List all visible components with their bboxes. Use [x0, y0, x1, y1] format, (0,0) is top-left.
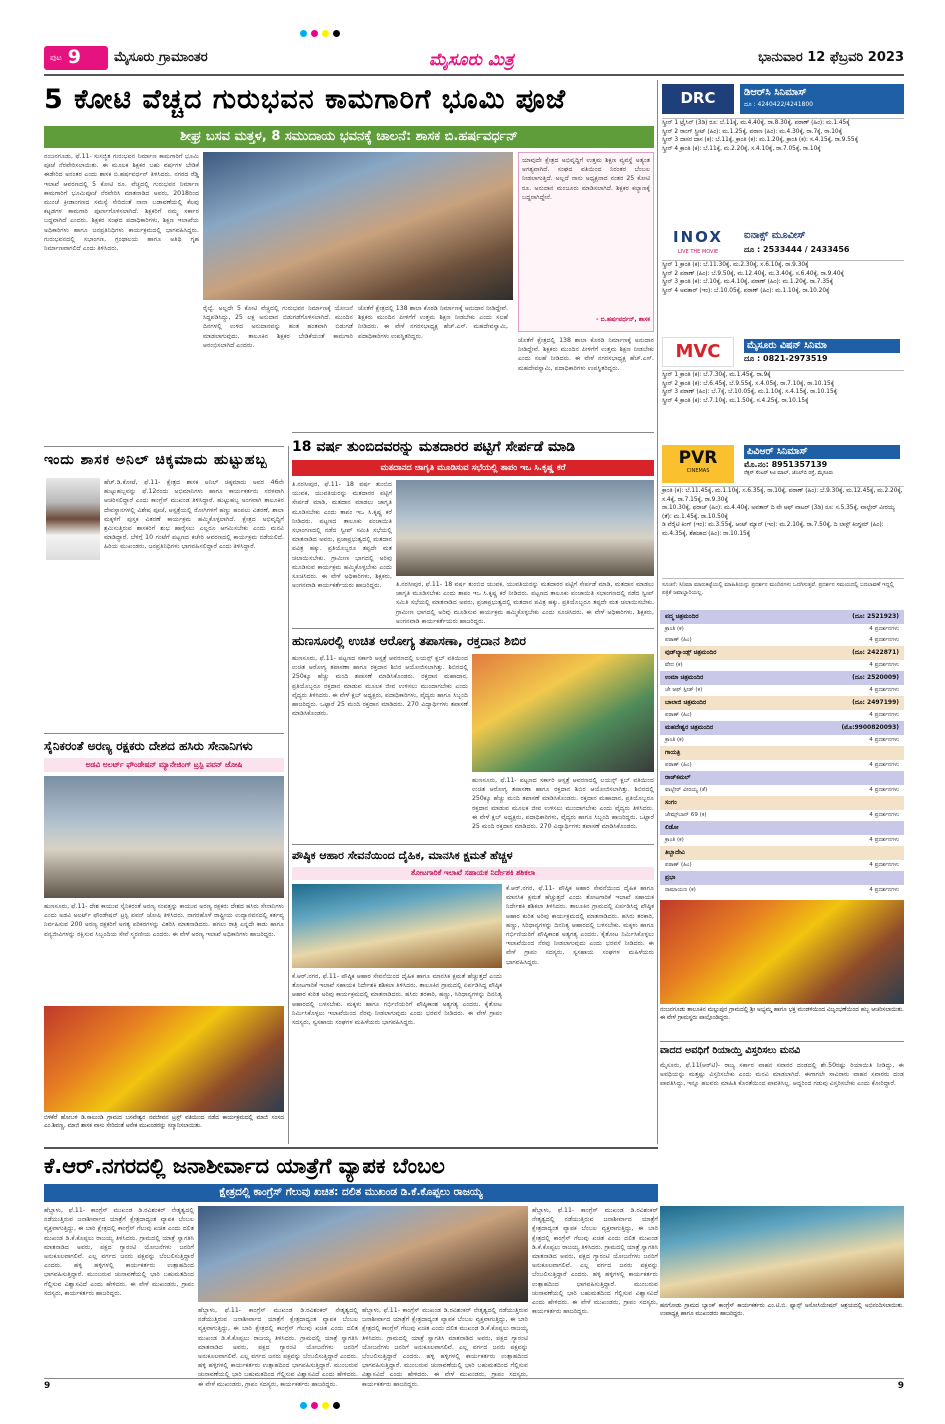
show-film: ವೇದ (ಕ): [665, 662, 683, 669]
story3-headline: 18 ವರ್ಷ ತುಂಬಿದವರನ್ನು ಮತದಾರರ ಪಟ್ಟಿಗೆ ಸೇರ್ಪಡೆ ಮಾಡಿ: [292, 439, 576, 455]
story7-subhead: ಕ್ಷೇತ್ರದಲ್ಲಿ ಕಾಂಗ್ರೆಸ್ ಗೆಲುವು ಖಚಿತ: ದಲಿತ ಮುಖಂಡ ಡಿ.ಕೆ.ಕೊಪ್ಪಲು ರಾಜಯ್ಯ: [44, 1184, 658, 1202]
drc-phone: ದೂ : 4240422/4241800: [744, 100, 814, 108]
theater-name: ಪ್ರಭಾ: [665, 873, 676, 881]
theater-name: ಮಹದೇಶ್ವರ ಚಿತ್ರಮಂದಿರ: [665, 723, 714, 731]
theater-header: [660, 871, 904, 885]
theater-phone: (ದೂ: 2521923): [852, 612, 899, 620]
story3-body-cont: ತಿ.ನರಸೀಪುರ, ಫೆ.11- 18 ವರ್ಷ ತುಂಬಿದ ಯುವಕ, ಯುವತಿಯರನ್ನು ಮತದಾರರ ಪಟ್ಟಿಗೆ ಸೇರ್ಪಡೆ ಮಾಡಿ, ಮತದಾನ ಮಾಡಲು ಜಾಗೃತಿ ಮೂಡಿಸಬೇಕು ಎಂದು ತಾಪಂ ಇಒ ಸಿ.ಕೃಷ್ಣ ಕರೆ ನೀಡಿದರು. ಪಟ್ಟಣದ ತಾಲೂಕು ಪಂಚಾಯಿತಿ ಸಭಾಂಗಣದಲ್ಲಿ ನಡೆದ ಸ್ವೀಪ್ ಸಮಿತಿ ಸಭೆಯಲ್ಲಿ ಮಾತನಾಡಿದ ಅವರು, ಪ್ರಜಾಪ್ರಭುತ್ವದಲ್ಲಿ ಮತದಾನ ಪವಿತ್ರ ಹಕ್ಕು. ಪ್ರತಿಯೊಬ್ಬರೂ ತಪ್ಪದೇ ಮತ ಚಲಾಯಿಸಬೇಕು. ಗ್ರಾಮೀಣ ಭಾಗದಲ್ಲಿ ಅರಿವು ಮೂಡಿಸುವ ಕಾರ್ಯಕ್ರಮ ಹಮ್ಮಿಕೊಳ್ಳಬೇಕು ಎಂದು ಸೂಚಿಸಿದರು. ಈ ವೇಳೆ ಅಧಿಕಾರಿಗಳು, ಶಿಕ್ಷಕರು, ಅಂಗನವಾಡಿ ಕಾರ್ಯಕರ್ತೆಯರು ಹಾಜರಿದ್ದರು.: [396, 581, 654, 625]
show-count: 4 ಪ್ರದರ್ಶನಗಳು: [869, 626, 899, 633]
story1-body-mid: ರೈಲ್ವೆ. ಅಲ್ಲದೇ 5 ಕೋಟಿ ವೆಚ್ಚದಲ್ಲಿ ಗುರುಭವನ ನಿರ್ಮಾಣಕ್ಕೆ ಯೋಜನೆ ಸಿದ್ಧಪಡಿಸಿದ್ದು, 25 ಲಕ್ಷ ಅನುದಾನ ಬಿಡುಗಡೆಗೊಳಿಸಲಾಗಿದೆ. ಮುಂದಿನ ದಿನಗಳಲ್ಲಿ ಉಳಿದ ಅನುದಾನವನ್ನು ಹಂತ ಹಂತವಾಗಿ ಬಿಡುಗಡೆ ಮಾಡಲಾಗುವುದು. ತಾಲೂಕಿನ ಶಿಕ್ಷಕರ ಬೇಡಿಕೆಯಂತೆ ಕಾಮಗಾರಿ ಆರಂಭಿಸಲಾಗಿದೆ ಎಂದರು.: [203, 305, 353, 349]
pvr-note: ಸೂಚನೆ: ಸಿನಿಮಾ ಮಾರುಕಟ್ಟೆಯಲ್ಲಿ ಮಾಹಿತಿಯನ್ನು ಪ್ರದರ್ಶನ ಮಂದಿರಗಳು ಒದಗಿಸುತ್ತವೆ. ಪ್ರದರ್ಶನ ಸಮಯದಲ್ಲಿ ಬದಲಾವಣೆ ಇದ್ದಲ್ಲಿ ಪತ್ರಿಕೆ ಜವಾಬ್ದಾರಿಯಲ್ಲ.: [662, 578, 904, 604]
theater-header: [660, 846, 904, 860]
show-film: ಕ್ರಾಂತಿ (ಕ): [665, 737, 684, 744]
inox-header: [662, 226, 904, 258]
show-count: 4 ಪ್ರದರ್ಶನಗಳು: [869, 762, 899, 769]
mvc-name: ಮೈಸೂರು ವಿಷನ್ ಸಿನಿಮಾ: [744, 339, 900, 353]
registration-dots-bottom: [300, 1402, 340, 1409]
theater-name: ರಾಜ್‌ಕಮಲ್: [665, 773, 691, 781]
story7-photo: [198, 1206, 528, 1302]
theater-show-row: [660, 885, 904, 896]
show-film: ಪಠಾಣ್ (ಹಿಂ): [665, 862, 692, 869]
story7-side-photo: [660, 1206, 904, 1298]
festival-photo: [660, 900, 904, 1004]
drc-header: [662, 82, 904, 116]
story1-photo: [203, 152, 513, 300]
theater-header: [660, 696, 904, 710]
inox-name: ಐನಾಕ್ಸ್ ಮೂವೀಸ್: [744, 230, 806, 241]
inox-logo: INOX: [673, 228, 723, 246]
show-count: 4 ಪ್ರದರ್ಶನಗಳು: [869, 862, 899, 869]
show-count: 4 ಪ್ರದರ್ಶನಗಳು: [869, 737, 899, 744]
story1-quote-text: ಯಾವುದೇ ಕ್ಷೇತ್ರದ ಅಭಿವೃದ್ಧಿಗೆ ಉತ್ತಮ ಶಿಕ್ಷಣ ವ್ಯವಸ್ಥೆ ಅತ್ಯಂತ ಅಗತ್ಯವಾಗಿದೆ. ಸಂಘದ ವತಿಯಿಂದ ನಿರಂತರ ಬೆಂಬಲ ನೀಡಲಾಗುತ್ತಿದೆ. ಅಲ್ಲದೆ ನಾನು ಅಧ್ಯಕ್ಷನಾದ ನಂತರ 25 ಕೋಟಿ ರೂ. ಅನುದಾನ ಮಂಜೂರು ಮಾಡಿಸಲಾಗಿದೆ. ಶಿಕ್ಷಕರ ಕಲ್ಯಾಣಕ್ಕೆ ಬದ್ಧನಾಗಿದ್ದೇನೆ.: [522, 157, 650, 201]
theater-show-row: [660, 785, 904, 796]
mvc-row: ಸ್ಕ್ರೀನ್ 2 ಕ್ರಾಂತಿ (ಕ): ಬೆ.6.45ಕ್ಕೆ, ಬೆ.9.55ಕ್ಕೆ, ಸ.4.05ಕ್ಕೆ, ರಾ.7.10ಕ್ಕೆ, ರಾ.10.15ಕ್ಕೆ: [662, 380, 835, 387]
show-film: ಕ್ರಾಂತಿ (ಕ): [665, 626, 684, 633]
theater-phone: (ದೂ: 2422871): [852, 648, 899, 656]
theater-header: [660, 796, 904, 810]
pvr-row: ಡಿ ವೆರೈಟಿ ಕಿಂಗ್ (ಇಂ): ಮ.3.55ಕ್ಕೆ, ಆಂಟ್ ಮ್ಯಾನ್ (ಇಂ): ಮ.2.10ಕ್ಕೆ, ರಾ.7.50ಕ್ಕೆ, ದಿ ಲಾಸ್ಟ್ ಕಿಂಗ್ಡಮ್ (ಹಿಂ): ಮ.4.35ಕ್ಕೆ, ಶೆಹಜಾದ (ಹಿಂ): ರಾ.10.15ಕ್ಕೆ: [662, 522, 884, 537]
theater-show-row: [660, 685, 904, 696]
story2-body: ಹೆಚ್.ಡಿ.ಕೋಟೆ, ಫೆ.11- ಕ್ಷೇತ್ರದ ಶಾಸಕ ಅನಿಲ್ ಚಿಕ್ಕಮಾದು ಅವರ 46ನೇ ಹುಟ್ಟುಹಬ್ಬವನ್ನು ಫೆ.12ರಂದು ಅಭಿಮಾನಿಗಳು ಹಾಗೂ ಕಾರ್ಯಕರ್ತರು ಸರಳವಾಗಿ ಆಚರಿಸಲಿದ್ದಾರೆ ಎಂದು ಕಾಂಗ್ರೆಸ್ ಮುಖಂಡ ತಿಳಿಸಿದ್ದಾರೆ. ಹುಟ್ಟುಹಬ್ಬ ಅಂಗವಾಗಿ ತಾಲೂಕಿನ ದೇವಸ್ಥಾನಗಳಲ್ಲಿ ವಿಶೇಷ ಪೂಜೆ, ಆಸ್ಪತ್ರೆಯಲ್ಲಿ ರೋಗಿಗಳಿಗೆ ಹಣ್ಣು ಹಂಪಲು ವಿತರಣೆ, ಶಾಲಾ ಮಕ್ಕಳಿಗೆ ಪುಸ್ತಕ ವಿತರಣೆ ಕಾರ್ಯಕ್ರಮ ಹಮ್ಮಿಕೊಳ್ಳಲಾಗಿದೆ. ಕ್ಷೇತ್ರದ ಅಭಿವೃದ್ಧಿಗೆ ಶ್ರಮಿಸುತ್ತಿರುವ ಶಾಸಕರಿಗೆ ಶುಭ ಹಾರೈಸಲು ಎಲ್ಲರೂ ಆಗಮಿಸಬೇಕು ಎಂದು ಮನವಿ ಮಾಡಿದ್ದಾರೆ. ಬೆಳಿಗ್ಗೆ 10 ಗಂಟೆಗೆ ಪಟ್ಟಣದ ಕಚೇರಿ ಆವರಣದಲ್ಲಿ ಕಾರ್ಯಕ್ರಮ ನಡೆಯಲಿದೆ. ಹಿರಿಯ ಮುಖಂಡರು, ಜನಪ್ರತಿನಿಧಿಗಳು ಭಾಗವಹಿಸಲಿದ್ದಾರೆ ಎಂದು ತಿಳಿಸಿದ್ದಾರೆ.: [104, 479, 284, 551]
section-title: ಮೈಸೂರು ಗ್ರಾಮಾಂತರ: [114, 50, 208, 65]
inox-row: ಸ್ಕ್ರೀನ್ 4 ಅವತಾರ್ (ಇಂ): ಬೆ.10.05ಕ್ಕೆ, ಪಠಾಣ್ (ಹಿಂ): ಮ.1.10ಕ್ಕೆ, ರಾ.10.20ಕ್ಕೆ: [662, 287, 830, 294]
inox-row: ಸ್ಕ್ರೀನ್ 1 ಕ್ರಾಂತಿ (ಕ): ಬೆ.11.30ಕ್ಕೆ, ಮ.2.30ಕ್ಕೆ, ಸ.6.10ಕ್ಕೆ, ರಾ.9.30ಕ್ಕೆ: [662, 262, 809, 268]
theater-show-row: [660, 660, 904, 671]
drc-row: ಸ್ಕ್ರೀನ್ 1 ಟ್ರೈಸಿನ್ (3ಡಿ) ರೂ: ಬೆ.11ಕ್ಕೆ, ಮ.4.40ಕ್ಕೆ, ರಾ.8.30ಕ್ಕೆ, ಪಠಾಣ್ (ಹಿಂ): ಮ.1.45ಕ್ಕೆ: [662, 120, 850, 126]
theater-header: [660, 646, 904, 660]
theater-header: [660, 610, 904, 624]
story5-subhead: ಅಡವಿ ಅಲರ್ಟ್ ಫೌಂಡೇಷನ್ ಮ್ಯಾನೇಜಿಂಗ್ ಟ್ರಸ್ಟಿ ಪವನ್ ಜೋಷಿ: [44, 758, 284, 772]
theater-name: ಬಾಲಾಜಿ ಚಿತ್ರಮಂದಿರ: [665, 698, 707, 706]
footer-page-number-right: 9: [897, 1381, 904, 1392]
show-film: ರಾಮಾಯಣ (ಕ): [665, 887, 696, 894]
show-count: 4 ಪ್ರದರ್ಶನಗಳು: [869, 662, 899, 669]
story1-headline: 5 ಕೋಟಿ ವೆಚ್ಚದ ಗುರುಭವನ ಕಾಮಗಾರಿಗೆ ಭೂಮಿ ಪೂಜೆ: [44, 84, 567, 115]
story2-headline: ಇಂದು ಶಾಸಕ ಅನಿಲ್ ಚಿಕ್ಕಮಾದು ಹುಟ್ಟುಹಬ್ಬ: [44, 452, 268, 468]
footer-page-number: 9: [44, 1381, 51, 1392]
theater-name: ತಿಬ್ಬಾದೇವಿ: [665, 848, 685, 856]
theater-phone: (ದೂ: 2497199): [852, 698, 899, 706]
brief-headline: ವಾದದ ಅವಧಿಗೆ ರಿಯಾಯ್ತಿ ವಿಸ್ತರಿಸಲು ಮನವಿ: [660, 1045, 801, 1056]
theater-header: [660, 746, 904, 760]
pvr-row: ರಾ.10.30ಕ್ಕೆ, ಫರಾಜ್ (ಹಿಂ): ಮ.4.40ಕ್ಕೆ, ಅವತಾರ್ ದಿ ವೇ ಆಫ್ ವಾಟರ್ (3ಡಿ) ರೂ: ಸ.5.35ಕ್ಕೆ, ವಾಲ್ಟೇರ್ ವೀರಯ್ಯ (ತೆ): ಮ.1.45ಕ್ಕೆ, ರಾ.10.50ಕ್ಕೆ: [662, 505, 895, 520]
story1-body-bottom: ಜೊತೆಗೆ ಕ್ಷೇತ್ರದಲ್ಲಿ 138 ಶಾಲಾ ಕೊಠಡಿ ನಿರ್ಮಾಣಕ್ಕೆ ಅನುದಾನ ನೀಡಿದ್ದೇವೆ. ಶಿಕ್ಷಕರು ಮುಂದಿನ ಪೀಳಿಗೆಗೆ ಉತ್ತಮ ಶಿಕ್ಷಣ ನೀಡಬೇಕು ಎಂದು ಸಲಹೆ ನೀಡಿದರು. ಈ ವೇಳೆ ನಗರಸಭಾಧ್ಯಕ್ಷ ಹೆಚ್.ಎಸ್. ಮಹದೇವಸ್ವಾಮಿ, ಪದಾಧಿಕಾರಿಗಳು ಉಪಸ್ಥಿತರಿದ್ದರು.: [358, 305, 508, 340]
theater-header: [660, 671, 904, 685]
show-count: 4 ಪ್ರದರ್ಶನಗಳು: [869, 712, 899, 719]
story4-body: ಹುಣಸೂರು, ಫೆ.11- ಪಟ್ಟಣದ ಸರ್ಕಾರಿ ಆಸ್ಪತ್ರೆ ಆವರಣದಲ್ಲಿ ಲಯನ್ಸ್ ಕ್ಲಬ್ ವತಿಯಿಂದ ಉಚಿತ ಆರೋಗ್ಯ ತಪಾಸಣಾ ಹಾಗೂ ರಕ್ತದಾನ ಶಿಬಿರ ಆಯೋಜಿಸಲಾಗಿತ್ತು. ಶಿಬಿರದಲ್ಲಿ 250ಕ್ಕೂ ಹೆಚ್ಚು ಮಂದಿ ತಪಾಸಣೆ ಮಾಡಿಸಿಕೊಂಡರು. ರಕ್ತದಾನ ಮಹಾದಾನ, ಪ್ರತಿಯೊಬ್ಬರೂ ರಕ್ತದಾನ ಮಾಡುವ ಮೂಲಕ ಜೀವ ಉಳಿಸಲು ಮುಂದಾಗಬೇಕು ಎಂದು ವೈದ್ಯರು ತಿಳಿಸಿದರು. ಈ ವೇಳೆ ಕ್ಲಬ್ ಅಧ್ಯಕ್ಷರು, ಪದಾಧಿಕಾರಿಗಳು, ವೈದ್ಯರು ಹಾಗೂ ಸಿಬ್ಬಂದಿ ಹಾಜರಿದ್ದರು. ಒಟ್ಟಾರೆ 25 ಮಂದಿ ರಕ್ತದಾನ ಮಾಡಿದರು. 270 ವಿದ್ಯಾರ್ಥಿಗಳು ತಪಾಸಣೆ ಮಾಡಿಸಿಕೊಂಡರು.: [292, 655, 468, 718]
mvc-listing: [662, 370, 904, 442]
pvr-sub: CINEMAS: [686, 468, 710, 474]
page-footer: [44, 1380, 904, 1394]
theater-show-row: [660, 760, 904, 771]
theater-show-row: [660, 624, 904, 635]
inox-row: ಸ್ಕ್ರೀನ್ 3 ಕ್ರಾಂತಿ (ಕ): ಬೆ.10ಕ್ಕೆ, ಮ.4.10ಕ್ಕೆ, ಪಠಾಣ್ (ಹಿಂ): ಮ.1.20ಕ್ಕೆ, ರಾ.7.35ಕ್ಕೆ: [662, 279, 834, 286]
story1-quote-box: [518, 152, 654, 332]
theater-show-row: [660, 860, 904, 871]
theater-name: ಲಿಡೋ: [665, 823, 679, 831]
theater-header: [660, 771, 904, 785]
story6-photo: [292, 884, 502, 968]
story5-caption: ಬಿಳಿಕೆರೆ ಹೋಬಳಿ ಡಿ.ಸಾಲುಂಡಿ ಗ್ರಾಮದ ಬಸವೇಶ್ವರ ನವಜೀವನ ಟ್ರಸ್ಟ್ ವತಿಯಿಂದ ನಡೆದ ಕಾರ್ಯಕ್ರಮದಲ್ಲಿ ಮಾಜಿ ಸಂಸದ ಎಂ.ಶಿವಣ್ಣ, ಮಾಜಿ ಶಾಸಕ ವಾಸು ಸೇರಿದಂತೆ ಅನೇಕ ಮುಖಂಡರನ್ನು ಸನ್ಮಾನಿಸಲಾಯಿತು.: [44, 1115, 284, 1129]
story1-quote-author: - ಬಿ.ಹರ್ಷವರ್ಧನ್, ಶಾಸಕ: [595, 316, 650, 323]
pvr-phone: ಮೊ.ನಂ: 8951357139: [744, 459, 828, 469]
show-film: ಪಠಾಣ್ (ಹಿಂ): [665, 637, 692, 644]
pvr-listing: [662, 486, 904, 576]
masthead-rule: [44, 74, 904, 76]
show-count: 4 ಪ್ರದರ್ಶನಗಳು: [869, 812, 899, 819]
show-film: ಪಠಾಣ್ (ಹಿಂ): [665, 762, 692, 769]
inox-row: ಸ್ಕ್ರೀನ್ 2 ಪಠಾಣ್ (ಹಿಂ): ಬೆ.9.50ಕ್ಕೆ, ಮ.12.40ಕ್ಕೆ, ಮ.3.40ಕ್ಕೆ, ಸ.6.40ಕ್ಕೆ, ರಾ.9.40ಕ್ಕೆ: [662, 270, 844, 277]
pvr-header: [662, 444, 904, 484]
inox-tagline: LIVE THE MOVIE: [677, 248, 719, 255]
theater-show-row: [660, 710, 904, 721]
inox-listing: [662, 260, 904, 332]
story6-subhead: ತೋಟಗಾರಿಕೆ ಇಲಾಖೆ ಸಹಾಯಕ ನಿರ್ದೇಶಕಿ ಶಶಿಕಲಾ: [292, 867, 654, 880]
brief-body: ಮೈಸೂರು, ಫೆ.11(ಆರ್‌ಟಿ)- ರಾಜ್ಯ ಸರ್ಕಾರ ವಾಹನ ಸವಾರರ ದಂಡದಲ್ಲಿ ಶೇ.50ರಷ್ಟು ರಿಯಾಯಿತಿ ನೀಡಿದ್ದು, ಈ ಅವಧಿಯನ್ನು ಮತ್ತಷ್ಟು ವಿಸ್ತರಿಸಬೇಕು ಎಂದು ಮನವಿ ಮಾಡಲಾಗಿದೆ. ಈಗಾಗಲೇ ಸಾವಿರಾರು ವಾಹನ ಸವಾರರು ದಂಡ ಪಾವತಿಸಿದ್ದು, ಇನ್ನೂ ಹಲವರು ಮಾಹಿತಿ ಕೊರತೆಯಿಂದ ಪಾವತಿಸಿಲ್ಲ. ಆದ್ದರಿಂದ ಗಡುವು ವಿಸ್ತರಿಸಬೇಕು ಎಂದು ಕೋರಿದ್ದಾರೆ.: [660, 1062, 904, 1088]
story7-caption: ಹನಗೋಡು ಗ್ರಾಮದ ಬ್ಯಾಂಕ್ ಕಾಂಗ್ರೆಸ್ ಕಾರ್ಯಕರ್ತರು ಎಂ.ಟಿ.ಬಿ. ಫ್ಯಾನ್ಸ್ ಅಸೋಸಿಯೇಷನ್ ಆಶ್ರಯದಲ್ಲಿ ಅಭಿನಂದಿಸಲಾಯಿತು. ಉಪಾಧ್ಯಕ್ಷ ಹಾಗೂ ಮುಖಂಡರು ಹಾಜರಿದ್ದರು.: [660, 1303, 904, 1317]
mvc-row: ಸ್ಕ್ರೀನ್ 1 ಕ್ರಾಂತಿ (ಕ): ಬೆ.7.30ಕ್ಕೆ, ಮ.1.45ಕ್ಕೆ, ರಾ.9ಕ್ಕೆ: [662, 372, 771, 378]
story1-subhead: ಶೀಘ್ರ ಬಸವ ಮತ್ತಳ, 8 ಸಮುದಾಯ ಭವನಕ್ಕೆ ಚಾಲನೆ: ಶಾಸಕ ಬಿ.ಹರ್ಷವರ್ಧನ್: [44, 126, 654, 148]
story1-body-extra: ಜೊತೆಗೆ ಕ್ಷೇತ್ರದಲ್ಲಿ 138 ಶಾಲಾ ಕೊಠಡಿ ನಿರ್ಮಾಣಕ್ಕೆ ಅನುದಾನ ನೀಡಿದ್ದೇವೆ. ಶಿಕ್ಷಕರು ಮುಂದಿನ ಪೀಳಿಗೆಗೆ ಉತ್ತಮ ಶಿಕ್ಷಣ ನೀಡಬೇಕು ಎಂದು ಸಲಹೆ ನೀಡಿದರು. ಈ ವೇಳೆ ನಗರಸಭಾಧ್ಯಕ್ಷ ಹೆಚ್.ಎಸ್. ಮಹದೇವಸ್ವಾಮಿ, ಪದಾಧಿಕಾರಿಗಳು ಉಪಸ್ಥಿತರಿದ್ದರು.: [518, 337, 654, 372]
story3-subhead: ಮತದಾನದ ಜಾಗೃತಿ ಮೂಡಿಸುವ ಸಭೆಯಲ್ಲಿ ತಾಪಂ ಇಒ ಸಿ.ಕೃಷ್ಣ ಕರೆ: [292, 460, 654, 476]
story7-body: ಹೆಬ್ಬಾಳು, ಫೆ.11- ಕಾಂಗ್ರೆಸ್ ಮುಖಂಡ ಡಿ.ರವಿಶಂಕರ್ ನೇತೃತ್ವದಲ್ಲಿ ನಡೆಯುತ್ತಿರುವ ಜನಾಶೀರ್ವಾದ ಯಾತ್ರೆಗೆ ಕ್ಷೇತ್ರದಾದ್ಯಂತ ವ್ಯಾಪಕ ಬೆಂಬಲ ವ್ಯಕ್ತವಾಗುತ್ತಿದ್ದು, ಈ ಬಾರಿ ಕ್ಷೇತ್ರದಲ್ಲಿ ಕಾಂಗ್ರೆಸ್ ಗೆಲುವು ಖಚಿತ ಎಂದು ದಲಿತ ಮುಖಂಡ ಡಿ.ಕೆ.ಕೊಪ್ಪಲು ರಾಜಯ್ಯ ತಿಳಿಸಿದರು. ಗ್ರಾಮದಲ್ಲಿ ಯಾತ್ರೆ ಸ್ವಾಗತಿಸಿ ಮಾತನಾಡಿದ ಅವರು, ಪಕ್ಷದ ಗ್ಯಾರಂಟಿ ಯೋಜನೆಗಳು ಜನರಿಗೆ ಅನುಕೂಲವಾಗಲಿವೆ. ಎಲ್ಲ ವರ್ಗದ ಜನರು ಪಕ್ಷವನ್ನು ಬೆಂಬಲಿಸುತ್ತಿದ್ದಾರೆ ಎಂದರು. ಹಳ್ಳಿ ಹಳ್ಳಿಗಳಲ್ಲಿ ಕಾರ್ಯಕರ್ತರು ಉತ್ಸಾಹದಿಂದ ಭಾಗವಹಿಸುತ್ತಿದ್ದಾರೆ. ಮುಂಬರುವ ಚುನಾವಣೆಯಲ್ಲಿ ಭಾರಿ ಬಹುಮತದಿಂದ ಗೆಲ್ಲಿಸುವ ವಿಶ್ವಾಸವಿದೆ ಎಂದು ಹೇಳಿದರು. ಈ ವೇಳೆ ಮುಖಂಡರು, ಗ್ರಾಪಂ ಸದಸ್ಯರು, ಕಾರ್ಯಕರ್ತರು ಹಾಜರಿದ್ದರು.: [44, 1207, 194, 1297]
registration-dots-top: [300, 30, 340, 37]
show-count: 4 ಪ್ರದರ್ಶನಗಳು: [869, 637, 899, 644]
inox-phone: ದೂ : 2533444 / 2433456: [744, 244, 850, 254]
masthead: [44, 46, 904, 74]
show-film: ಜೇ ಆಫ್ ಸ್ಪೀಡ್ (ಕ): [665, 687, 703, 694]
mvc-header: [662, 336, 904, 368]
story6-body-cont: ಕೆ.ಆರ್.ನಗರ, ಫೆ.11- ಪೌಷ್ಠಿಕ ಆಹಾರ ಸೇವನೆಯಿಂದ ದೈಹಿಕ ಹಾಗೂ ಮಾನಸಿಕ ಕ್ಷಮತೆ ಹೆಚ್ಚುತ್ತದೆ ಎಂದು ತೋಟಗಾರಿಕೆ ಇಲಾಖೆ ಸಹಾಯಕ ನಿರ್ದೇಶಕಿ ಶಶಿಕಲಾ ತಿಳಿಸಿದರು. ತಾಲೂಕಿನ ಗ್ರಾಮದಲ್ಲಿ ಏರ್ಪಡಿಸಿದ್ದ ಪೌಷ್ಠಿಕ ಆಹಾರ ಕುರಿತ ಅರಿವು ಕಾರ್ಯಕ್ರಮದಲ್ಲಿ ಮಾತನಾಡಿದರು. ಹಸಿರು ತರಕಾರಿ, ಹಣ್ಣು, ಸಿರಿಧಾನ್ಯಗಳನ್ನು ದಿನನಿತ್ಯ ಆಹಾರದಲ್ಲಿ ಬಳಸಬೇಕು. ಮಕ್ಕಳು ಹಾಗೂ ಗರ್ಭಿಣಿಯರಿಗೆ ಪೌಷ್ಠಿಕಾಂಶ ಅತ್ಯಗತ್ಯ ಎಂದರು. ಕೈತೋಟ ನಿರ್ಮಿಸಿಕೊಳ್ಳಲು ಇಲಾಖೆಯಿಂದ ನೆರವು ನೀಡಲಾಗುವುದು ಎಂದು ಭರವಸೆ ನೀಡಿದರು. ಈ ವೇಳೆ ಗ್ರಾಪಂ ಸದಸ್ಯರು, ಸ್ವಸಹಾಯ ಸಂಘಗಳ ಮಹಿಳೆಯರು ಭಾಗವಹಿಸಿದ್ದರು.: [506, 885, 654, 966]
page-number-badge: [44, 46, 108, 70]
theater-name: ಪದ್ಮ ಚಿತ್ರಮಂದಿರ: [665, 612, 699, 620]
issue-date: ಭಾನುವಾರ 12 ಫೆಬ್ರವರಿ 2023: [758, 50, 904, 65]
story6-headline: ಪೌಷ್ಠಿಕ ಆಹಾರ ಸೇವನೆಯಿಂದ ದೈಹಿಕ, ಮಾನಸಿಕ ಕ್ಷಮತೆ ಹೆಚ್ಚಳ: [292, 849, 513, 862]
pvr-venue: ನೆಕ್ಸಸ್ ಸೆಂಟರ್ ಸಿಟಿ ಮಾಲ್, ಜೆಎಲ್‌ಬಿ ರಸ್ತೆ, ಮೈಸೂರು: [744, 470, 834, 477]
mvc-row: ಸ್ಕ್ರೀನ್ 4 ಕ್ರಾಂತಿ (ಕ): ಬೆ.7.10ಕ್ಕೆ, ಮ.1.50ಕ್ಕೆ, ಸ.4.25ಕ್ಕೆ, ರಾ.10.15ಕ್ಕೆ: [662, 397, 809, 404]
story5-photo: [44, 776, 284, 898]
show-count: 4 ಪ್ರದರ್ಶನಗಳು: [869, 887, 899, 894]
theater-header: [660, 721, 904, 735]
theater-name: ಸಂಗಂ: [665, 798, 677, 806]
festival-caption: ನಂಜನಗೂಡು ತಾಲೂಕಿನ ಮಲ್ಲುಪುರ ಗ್ರಾಮದಲ್ಲಿ ಶ್ರೀ ಅಭ್ಯಮ್ಮ ಹಾಗೂ ಭಕ್ತ ಮಂಡಳಿಯಿಂದ ವಿಜೃಂಭಣೆಯಿಂದ ಹಬ್ಬ ಆಚರಿಸಲಾಯಿತು. ಈ ವೇಳೆ ಗ್ರಾಮಸ್ಥರು ಪಾಲ್ಗೊಂಡಿದ್ದರು.: [660, 1007, 904, 1021]
story4-body-cont: ಹುಣಸೂರು, ಫೆ.11- ಪಟ್ಟಣದ ಸರ್ಕಾರಿ ಆಸ್ಪತ್ರೆ ಆವರಣದಲ್ಲಿ ಲಯನ್ಸ್ ಕ್ಲಬ್ ವತಿಯಿಂದ ಉಚಿತ ಆರೋಗ್ಯ ತಪಾಸಣಾ ಹಾಗೂ ರಕ್ತದಾನ ಶಿಬಿರ ಆಯೋಜಿಸಲಾಗಿತ್ತು. ಶಿಬಿರದಲ್ಲಿ 250ಕ್ಕೂ ಹೆಚ್ಚು ಮಂದಿ ತಪಾಸಣೆ ಮಾಡಿಸಿಕೊಂಡರು. ರಕ್ತದಾನ ಮಹಾದಾನ, ಪ್ರತಿಯೊಬ್ಬರೂ ರಕ್ತದಾನ ಮಾಡುವ ಮೂಲಕ ಜೀವ ಉಳಿಸಲು ಮುಂದಾಗಬೇಕು ಎಂದು ವೈದ್ಯರು ತಿಳಿಸಿದರು. ಈ ವೇಳೆ ಕ್ಲಬ್ ಅಧ್ಯಕ್ಷರು, ಪದಾಧಿಕಾರಿಗಳು, ವೈದ್ಯರು ಹಾಗೂ ಸಿಬ್ಬಂದಿ ಹಾಜರಿದ್ದರು. ಒಟ್ಟಾರೆ 25 ಮಂದಿ ರಕ್ತದಾನ ಮಾಡಿದರು. 270 ವಿದ್ಯಾರ್ಥಿಗಳು ತಪಾಸಣೆ ಮಾಡಿಸಿಕೊಂಡರು.: [472, 777, 654, 831]
paper-logo: ಮೈಸೂರು ಮಿತ್ರ: [429, 50, 514, 70]
theater-show-row: [660, 810, 904, 821]
theater-phone: (ದೂ: 2520009): [852, 673, 899, 681]
pvr-name: ಪಿವಿಆರ್ ಸಿನಿಮಾಸ್: [744, 445, 900, 459]
page-number: 9: [67, 46, 81, 69]
show-film: ಪಠಾಣ್ (ಹಿಂ): [665, 712, 692, 719]
theater-phone: (ಮೊ:9900820093): [841, 723, 899, 731]
story4-headline: ಹುಣಸೂರಲ್ಲಿ ಉಚಿತ ಆರೋಗ್ಯ ತಪಾಸಣಾ, ರಕ್ತದಾನ ಶಿಬಿರ: [292, 633, 527, 648]
show-film: ಜೇಮ್ಸ್‌ಬಾನ್ 69 (ಕ): [665, 812, 707, 819]
show-film: ಕ್ರಾಂತಿ (ಕ): [665, 837, 684, 844]
drc-name: ಡಿಆರ್‌ಸಿ ಸಿನಿಮಾಸ್: [744, 87, 807, 98]
story4-photo: [472, 654, 654, 772]
story1-body-left: ನಂಜನಗೂಡು, ಫೆ.11- ಸುಸಜ್ಜಿತ ಗುರುಭವನ ನಿರ್ಮಾಣ ಕಾಮಗಾರಿಗೆ ಭೂಮಿ ಪೂಜೆ ನೆರವೇರಿಸಲಾಯಿತು. ಈ ಮೂಲಕ ಶಿಕ್ಷಕರ ಬಹು ವರ್ಷಗಳ ಬೇಡಿಕೆ ಈಡೇರಿದ ಅನಂತರ ಎಂದು ಶಾಸಕ ಬಿ.ಹರ್ಷವರ್ಧನ್ ತಿಳಿಸಿದರು. ನಗರದ ರೆಡ್ಡಿ ಇಲಾಖೆ ಆವರಣದಲ್ಲಿ 5 ಕೋಟಿ ರೂ. ವೆಚ್ಚದಲ್ಲಿ ಗುರುಭವನ ನಿರ್ಮಾಣ ಕಾಮಗಾರಿಗೆ ಭೂಮಿಪೂಜೆ ನೆರವೇರಿಸಿ ಮಾತನಾಡಿದ ಅವರು, 2018ರಿಂದ ಮುಂಚೆ ಕ್ರೀಡಾಂಗಣದ ಸಮಸ್ಯೆ ಸೇರಿದಂತೆ ನಾನಾ ಬಡಾವಣೆಯಲ್ಲಿ ಕೆಲವು ಕಟ್ಟಡಗಳ ಕಾಮಗಾರಿ ಪೂರ್ಣಗೊಳಿಸಲಾಗಿದೆ. ಶಿಕ್ಷಕರಿಗೆ ನಮ್ಮ ಸರ್ಕಾರ ಬದ್ಧವಾಗಿದೆ ಎಂದರು. ಶಿಕ್ಷಕರ ಸಂಘದ ಪದಾಧಿಕಾರಿಗಳು, ಶಿಕ್ಷಣ ಇಲಾಖೆಯ ಅಧಿಕಾರಿಗಳು ಹಾಗೂ ಜನಪ್ರತಿನಿಧಿಗಳು ಕಾರ್ಯಕ್ರಮದಲ್ಲಿ ಭಾಗವಹಿಸಿದ್ದರು. ಗುರುಭವನದಲ್ಲಿ ಸಭಾಂಗಣ, ಗ್ರಂಥಾಲಯ ಹಾಗೂ ಅತಿಥಿ ಗೃಹ ನಿರ್ಮಾಣವಾಗಲಿದೆ ಎಂದು ತಿಳಿಸಿದರು.: [44, 153, 199, 253]
theater-header: [660, 821, 904, 835]
pvr-logo: PVR: [678, 448, 718, 468]
story2-portrait: [46, 478, 100, 560]
story5-event-photo: [44, 1006, 284, 1112]
theater-name: ವುಡ್‌ಲ್ಯಾಂಡ್ಸ್ ಚಿತ್ರಮಂದಿರ: [665, 648, 717, 656]
drc-row: ಸ್ಕ್ರೀನ್ 2 ರಾಂಗ್ ಸ್ಟ್ರೀಟ್ (ಹಿಂ): ಮ.1.25ಕ್ಕೆ, ಪಠಾಣ (ಹಿಂ): ಮ.4.30ಕ್ಕೆ, ರಾ.7ಕ್ಕೆ, ರಾ.10ಕ್ಕೆ: [662, 128, 842, 135]
show-count: 4 ಪ್ರದರ್ಶನಗಳು: [869, 787, 899, 794]
story7-body-cont3: ಹೆಬ್ಬಾಳು, ಫೆ.11- ಕಾಂಗ್ರೆಸ್ ಮುಖಂಡ ಡಿ.ರವಿಶಂಕರ್ ನೇತೃತ್ವದಲ್ಲಿ ನಡೆಯುತ್ತಿರುವ ಜನಾಶೀರ್ವಾದ ಯಾತ್ರೆಗೆ ಕ್ಷೇತ್ರದಾದ್ಯಂತ ವ್ಯಾಪಕ ಬೆಂಬಲ ವ್ಯಕ್ತವಾಗುತ್ತಿದ್ದು, ಈ ಬಾರಿ ಕ್ಷೇತ್ರದಲ್ಲಿ ಕಾಂಗ್ರೆಸ್ ಗೆಲುವು ಖಚಿತ ಎಂದು ದಲಿತ ಮುಖಂಡ ಡಿ.ಕೆ.ಕೊಪ್ಪಲು ರಾಜಯ್ಯ ತಿಳಿಸಿದರು. ಗ್ರಾಮದಲ್ಲಿ ಯಾತ್ರೆ ಸ್ವಾಗತಿಸಿ ಮಾತನಾಡಿದ ಅವರು, ಪಕ್ಷದ ಗ್ಯಾರಂಟಿ ಯೋಜನೆಗಳು ಜನರಿಗೆ ಅನುಕೂಲವಾಗಲಿವೆ. ಎಲ್ಲ ವರ್ಗದ ಜನರು ಪಕ್ಷವನ್ನು ಬೆಂಬಲಿಸುತ್ತಿದ್ದಾರೆ ಎಂದರು. ಹಳ್ಳಿ ಹಳ್ಳಿಗಳಲ್ಲಿ ಕಾರ್ಯಕರ್ತರು ಉತ್ಸಾಹದಿಂದ ಭಾಗವಹಿಸುತ್ತಿದ್ದಾರೆ. ಮುಂಬರುವ ಚುನಾವಣೆಯಲ್ಲಿ ಭಾರಿ ಬಹುಮತದಿಂದ ಗೆಲ್ಲಿಸುವ ವಿಶ್ವಾಸವಿದೆ ಎಂದು ಹೇಳಿದರು. ಈ ವೇಳೆ ಮುಖಂಡರು, ಗ್ರಾಪಂ ಸದಸ್ಯರು, ಕಾರ್ಯಕರ್ತರು ಹಾಜರಿದ್ದರು.: [532, 1207, 658, 1316]
pvr-row: ಕ್ರಾಂತಿ (ಕ): ಬೆ.11.45ಕ್ಕೆ, ಮ.1.10ಕ್ಕೆ, ಸ.6.35ಕ್ಕೆ, ರಾ.10ಕ್ಕೆ, ಪಠಾಣ್ (ಹಿಂ): ಬೆ.9.30ಕ್ಕೆ, ಮ.12.45ಕ್ಕೆ, ಮ.2.20ಕ್ಕೆ, ಸ.4ಕ್ಕೆ, ರಾ.7.15ಕ್ಕೆ, ರಾ.9.30ಕ್ಕೆ: [662, 488, 903, 503]
theater-name: ಉಮಾ ಚಿತ್ರಮಂದಿರ: [665, 673, 704, 681]
drc-row: ಸ್ಕ್ರೀನ್ 3 ದಾಸರ ದಾಸ (ಕ): ಬೆ.11ಕ್ಕೆ, ಕ್ರಾಂತಿ (ಕ): ಮ.1.20ಕ್ಕೆ, ಕ್ರಾಂತಿ (ಕ): ಸ.4.15ಕ್ಕೆ, ರಾ.9.55ಕ್ಕೆ: [662, 137, 858, 144]
show-count: 4 ಪ್ರದರ್ಶನಗಳು: [869, 837, 899, 844]
drc-row: ಸ್ಕ್ರೀನ್ 4 ಕ್ರಾಂತಿ (ಕ): ಬೆ.11ಕ್ಕೆ, ಮ.2.20ಕ್ಕೆ, ಸ.4.10ಕ್ಕೆ, ರಾ.7.05ಕ್ಕೆ, ರಾ.10ಕ್ಕೆ: [662, 145, 821, 152]
theater-show-row: [660, 835, 904, 846]
mvc-row: ಸ್ಕ್ರೀನ್ 3 ಪಠಾಣ್ (ಹಿಂ): ಬೆ.7ಕ್ಕೆ, ಬೆ.10.05ಕ್ಕೆ, ಮ.1.10ಕ್ಕೆ, ಸ.4.15ಕ್ಕೆ, ರಾ.10.15ಕ್ಕೆ: [662, 389, 838, 396]
theater-show-row: [660, 735, 904, 746]
story3-photo: [396, 480, 654, 576]
mvc-phone: ದೂ : 0821-2973519: [744, 353, 828, 363]
story5-headline: ಸೈನಿಕರಂತೆ ಅರಣ್ಯ ರಕ್ಷಕರು ದೇಶದ ಹಸಿರು ಸೇನಾನಿಗಳು: [44, 739, 253, 753]
story7-headline: ಕೆ.ಆರ್.ನಗರದಲ್ಲಿ ಜನಾಶೀರ್ವಾದ ಯಾತ್ರೆಗೆ ವ್ಯಾಪಕ ಬೆಂಬಲ: [44, 1154, 445, 1178]
mvc-logo: MVC: [662, 337, 734, 367]
story5-body: ಹುಣಸೂರು, ಫೆ.11- ದೇಶ ಕಾಯುವ ಸೈನಿಕರಂತೆ ಅರಣ್ಯ ಸಂಪತ್ತನ್ನು ಕಾಯುವ ಅರಣ್ಯ ರಕ್ಷಕರು ದೇಶದ ಹಸಿರು ಸೇನಾನಿಗಳು ಎಂದು ಅಡವಿ ಅಲರ್ಟ್ ಫೌಂಡೇಷನ್ ಟ್ರಸ್ಟಿ ಪವನ್ ಜೋಷಿ ತಿಳಿಸಿದರು. ನಾಗರಹೊಳೆ ರಾಷ್ಟ್ರೀಯ ಉದ್ಯಾನವನದಲ್ಲಿ ಕರ್ತವ್ಯ ನಿರ್ವಹಿಸುವ 200 ಅರಣ್ಯ ರಕ್ಷಕರಿಗೆ ಅಗತ್ಯ ಪರಿಕರಗಳನ್ನು ವಿತರಿಸಿ ಮಾತನಾಡಿದರು. ಹಗಲು ರಾತ್ರಿ ಎನ್ನದೇ ಕಾಡು ಹಾಗೂ ವನ್ಯಜೀವಿಗಳನ್ನು ರಕ್ಷಿಸುವ ಸಿಬ್ಬಂದಿಯ ಸೇವೆ ಸ್ಮರಣೀಯ ಎಂದರು. ಈ ವೇಳೆ ಅರಣ್ಯ ಇಲಾಖೆ ಅಧಿಕಾರಿಗಳು ಹಾಜರಿದ್ದರು.: [44, 903, 284, 938]
theater-name: ಗಾಯತ್ರಿ: [665, 748, 681, 756]
theater-show-row: [660, 635, 904, 646]
show-count: 4 ಪ್ರದರ್ಶನಗಳು: [869, 687, 899, 694]
story7-body-cont2: ಹೆಬ್ಬಾಳು, ಫೆ.11- ಕಾಂಗ್ರೆಸ್ ಮುಖಂಡ ಡಿ.ರವಿಶಂಕರ್ ನೇತೃತ್ವದಲ್ಲಿ ನಡೆಯುತ್ತಿರುವ ಜನಾಶೀರ್ವಾದ ಯಾತ್ರೆಗೆ ಕ್ಷೇತ್ರದಾದ್ಯಂತ ವ್ಯಾಪಕ ಬೆಂಬಲ ವ್ಯಕ್ತವಾಗುತ್ತಿದ್ದು, ಈ ಬಾರಿ ಕ್ಷೇತ್ರದಲ್ಲಿ ಕಾಂಗ್ರೆಸ್ ಗೆಲುವು ಖಚಿತ ಎಂದು ದಲಿತ ಮುಖಂಡ ಡಿ.ಕೆ.ಕೊಪ್ಪಲು ರಾಜಯ್ಯ ತಿಳಿಸಿದರು. ಗ್ರಾಮದಲ್ಲಿ ಯಾತ್ರೆ ಸ್ವಾಗತಿಸಿ ಮಾತನಾಡಿದ ಅವರು, ಪಕ್ಷದ ಗ್ಯಾರಂಟಿ ಯೋಜನೆಗಳು ಜನರಿಗೆ ಅನುಕೂಲವಾಗಲಿವೆ. ಎಲ್ಲ ವರ್ಗದ ಜನರು ಪಕ್ಷವನ್ನು ಬೆಂಬಲಿಸುತ್ತಿದ್ದಾರೆ ಎಂದರು. ಹಳ್ಳಿ ಹಳ್ಳಿಗಳಲ್ಲಿ ಕಾರ್ಯಕರ್ತರು ಉತ್ಸಾಹದಿಂದ ಭಾಗವಹಿಸುತ್ತಿದ್ದಾರೆ. ಮುಂಬರುವ ಚುನಾವಣೆಯಲ್ಲಿ ಭಾರಿ ಬಹುಮತದಿಂದ ಗೆಲ್ಲಿಸುವ ವಿಶ್ವಾಸವಿದೆ ಎಂದು ಹೇಳಿದರು. ಈ ವೇಳೆ ಮುಖಂಡರು, ಗ್ರಾಪಂ ಸದಸ್ಯರು, ಕಾರ್ಯಕರ್ತರು ಹಾಜರಿದ್ದರು.: [362, 1307, 528, 1388]
drc-listing: [662, 118, 904, 224]
story6-body: ಕೆ.ಆರ್.ನಗರ, ಫೆ.11- ಪೌಷ್ಠಿಕ ಆಹಾರ ಸೇವನೆಯಿಂದ ದೈಹಿಕ ಹಾಗೂ ಮಾನಸಿಕ ಕ್ಷಮತೆ ಹೆಚ್ಚುತ್ತದೆ ಎಂದು ತೋಟಗಾರಿಕೆ ಇಲಾಖೆ ಸಹಾಯಕ ನಿರ್ದೇಶಕಿ ಶಶಿಕಲಾ ತಿಳಿಸಿದರು. ತಾಲೂಕಿನ ಗ್ರಾಮದಲ್ಲಿ ಏರ್ಪಡಿಸಿದ್ದ ಪೌಷ್ಠಿಕ ಆಹಾರ ಕುರಿತ ಅರಿವು ಕಾರ್ಯಕ್ರಮದಲ್ಲಿ ಮಾತನಾಡಿದರು. ಹಸಿರು ತರಕಾರಿ, ಹಣ್ಣು, ಸಿರಿಧಾನ್ಯಗಳನ್ನು ದಿನನಿತ್ಯ ಆಹಾರದಲ್ಲಿ ಬಳಸಬೇಕು. ಮಕ್ಕಳು ಹಾಗೂ ಗರ್ಭಿಣಿಯರಿಗೆ ಪೌಷ್ಠಿಕಾಂಶ ಅತ್ಯಗತ್ಯ ಎಂದರು. ಕೈತೋಟ ನಿರ್ಮಿಸಿಕೊಳ್ಳಲು ಇಲಾಖೆಯಿಂದ ನೆರವು ನೀಡಲಾಗುವುದು ಎಂದು ಭರವಸೆ ನೀಡಿದರು. ಈ ವೇಳೆ ಗ್ರಾಪಂ ಸದಸ್ಯರು, ಸ್ವಸಹಾಯ ಸಂಘಗಳ ಮಹಿಳೆಯರು ಭಾಗವಹಿಸಿದ್ದರು.: [292, 973, 502, 1027]
story7-body-cont: ಹೆಬ್ಬಾಳು, ಫೆ.11- ಕಾಂಗ್ರೆಸ್ ಮುಖಂಡ ಡಿ.ರವಿಶಂಕರ್ ನೇತೃತ್ವದಲ್ಲಿ ನಡೆಯುತ್ತಿರುವ ಜನಾಶೀರ್ವಾದ ಯಾತ್ರೆಗೆ ಕ್ಷೇತ್ರದಾದ್ಯಂತ ವ್ಯಾಪಕ ಬೆಂಬಲ ವ್ಯಕ್ತವಾಗುತ್ತಿದ್ದು, ಈ ಬಾರಿ ಕ್ಷೇತ್ರದಲ್ಲಿ ಕಾಂಗ್ರೆಸ್ ಗೆಲುವು ಖಚಿತ ಎಂದು ದಲಿತ ಮುಖಂಡ ಡಿ.ಕೆ.ಕೊಪ್ಪಲು ರಾಜಯ್ಯ ತಿಳಿಸಿದರು. ಗ್ರಾಮದಲ್ಲಿ ಯಾತ್ರೆ ಸ್ವಾಗತಿಸಿ ಮಾತನಾಡಿದ ಅವರು, ಪಕ್ಷದ ಗ್ಯಾರಂಟಿ ಯೋಜನೆಗಳು ಜನರಿಗೆ ಅನುಕೂಲವಾಗಲಿವೆ. ಎಲ್ಲ ವರ್ಗದ ಜನರು ಪಕ್ಷವನ್ನು ಬೆಂಬಲಿಸುತ್ತಿದ್ದಾರೆ ಎಂದರು. ಹಳ್ಳಿ ಹಳ್ಳಿಗಳಲ್ಲಿ ಕಾರ್ಯಕರ್ತರು ಉತ್ಸಾಹದಿಂದ ಭಾಗವಹಿಸುತ್ತಿದ್ದಾರೆ. ಮುಂಬರುವ ಚುನಾವಣೆಯಲ್ಲಿ ಭಾರಿ ಬಹುಮತದಿಂದ ಗೆಲ್ಲಿಸುವ ವಿಶ್ವಾಸವಿದೆ ಎಂದು ಹೇಳಿದರು. ಈ ವೇಳೆ ಮುಖಂಡರು, ಗ್ರಾಪಂ ಸದಸ್ಯರು, ಕಾರ್ಯಕರ್ತರು ಹಾಜರಿದ್ದರು.: [198, 1307, 358, 1388]
page-label: ಪುಟ: [50, 53, 62, 63]
show-film: ವಾಲ್ಟೇರ್ ವೀರಯ್ಯ (ತೆ): [665, 787, 708, 794]
story3-body: ತಿ.ನರಸೀಪುರ, ಫೆ.11- 18 ವರ್ಷ ತುಂಬಿದ ಯುವಕ, ಯುವತಿಯರನ್ನು ಮತದಾರರ ಪಟ್ಟಿಗೆ ಸೇರ್ಪಡೆ ಮಾಡಿ, ಮತದಾನ ಮಾಡಲು ಜಾಗೃತಿ ಮೂಡಿಸಬೇಕು ಎಂದು ತಾಪಂ ಇಒ ಸಿ.ಕೃಷ್ಣ ಕರೆ ನೀಡಿದರು. ಪಟ್ಟಣದ ತಾಲೂಕು ಪಂಚಾಯಿತಿ ಸಭಾಂಗಣದಲ್ಲಿ ನಡೆದ ಸ್ವೀಪ್ ಸಮಿತಿ ಸಭೆಯಲ್ಲಿ ಮಾತನಾಡಿದ ಅವರು, ಪ್ರಜಾಪ್ರಭುತ್ವದಲ್ಲಿ ಮತದಾನ ಪವಿತ್ರ ಹಕ್ಕು. ಪ್ರತಿಯೊಬ್ಬರೂ ತಪ್ಪದೇ ಮತ ಚಲಾಯಿಸಬೇಕು. ಗ್ರಾಮೀಣ ಭಾಗದಲ್ಲಿ ಅರಿವು ಮೂಡಿಸುವ ಕಾರ್ಯಕ್ರಮ ಹಮ್ಮಿಕೊಳ್ಳಬೇಕು ಎಂದು ಸೂಚಿಸಿದರು. ಈ ವೇಳೆ ಅಧಿಕಾರಿಗಳು, ಶಿಕ್ಷಕರು, ಅಂಗನವಾಡಿ ಕಾರ್ಯಕರ್ತೆಯರು ಹಾಜರಿದ್ದರು.: [292, 481, 392, 590]
drc-logo: DRC: [662, 84, 734, 114]
